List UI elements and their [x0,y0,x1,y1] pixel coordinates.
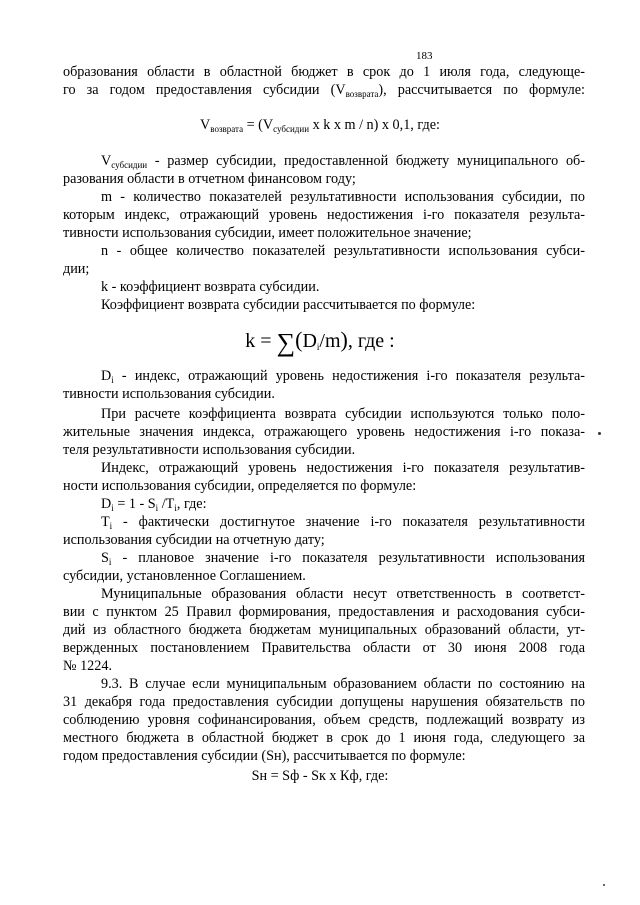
scan-speck [598,432,601,435]
paragraph-line: вии с пунктом 25 Правил формирования, предоставления и расходования субси- [63,604,585,620]
scan-speck [603,884,605,886]
paragraph-line: местного бюджета в областной бюджет в срок до 1 июня года, следующего за [63,730,585,746]
paragraph-line: тивности использования субсидии, имеет положительное значение; [63,225,472,241]
definition-d: $D_i$ - индекс, отражающий уровень недостижения i-го показателя результа- [101,368,585,385]
paragraph-line: жительные значения индекса, отражающего уровень недостижения i-го показа- [63,424,585,440]
paragraph-line: тивности использования субсидии. [63,386,275,402]
paragraph-line: субсидии, установленное Соглашением. [63,568,306,584]
definition-n: n - общее количество показателей результативности использования субси- [101,243,585,259]
k-intro: Коэффициент возврата субсидии рассчитывается по формуле: [101,297,476,313]
paragraph-line: ности использования субсидии, определяется по формуле: [63,478,417,494]
page-number: 183 [416,50,433,62]
paragraph-line: № 1224. [63,658,113,674]
paragraph-line: Муниципальные образования области несут ответственность в соответст- [101,586,585,602]
paragraph-line: соблюдению уровня софинансирования, объем средств, подлежащий возврату из [63,712,585,728]
paragraph-line: использования субсидии на отчетную дату; [63,532,325,548]
paragraph-line: дий из областного бюджета бюджетам муниципальных образований области, ут- [63,622,585,638]
formula-s-n: Sн = Sф - Sк х Кф, где: [251,768,389,784]
definition-s: $S_i$ - плановое значение i-го показателя результативности использования [101,550,585,567]
paragraph-line: Индекс, отражающий уровень недостижения i-го показателя результатив- [101,460,585,476]
paragraph-line: годом предоставления субсидии (Sн), рассчитывается по формуле: [63,748,466,764]
formula-k: $k = \sum(D_i/m)$, где : [245,327,395,357]
paragraph-line: дии; [63,261,90,277]
definition-k: k - коэффициент возврата субсидии. [101,279,320,295]
paragraph-line: вержденных постановлением Правительства области от 30 июня 2008 года [63,640,585,656]
paragraph-line: образования области в областной бюджет в срок до 1 июля года, следующе- [63,64,585,80]
paragraph-line: го за годом предоставления субсидии $(V_{возврата})$, рассчитывается по формуле: [63,82,585,99]
definition-m: m - количество показателей результативности использования субсидии, по [101,189,585,205]
paragraph-line: При расчете коэффициента возврата субсидии используются только поло- [101,406,585,422]
definition-t: $T_i$ - фактически достигнутое значение i-го показателя результативности [101,514,585,531]
paragraph-line: 31 декабря года предоставления субсидии допущены нарушения обязательств по [63,694,585,710]
definition-v-subsidy: $V_{субсидии}$ - размер субсидии, предоставленной бюджету муниципального об- [101,153,585,170]
section-9-3: 9.3. В случае если муниципальным образованием области по состоянию на [101,676,585,692]
paragraph-line: разования области в отчетном финансовом году; [63,171,356,187]
formula-return-amount: $V_{возврата} = (V_{субсидии}$ x k x m / n) x 0,1, где: [200,117,440,134]
formula-d-i: $D_i = 1 - S_i$ $/T_i$, где: [101,496,207,513]
paragraph-line: которым индекс, отражающий уровень недостижения i-го показателя результа- [63,207,585,223]
paragraph-line: теля результативности использования субсидии. [63,442,356,458]
